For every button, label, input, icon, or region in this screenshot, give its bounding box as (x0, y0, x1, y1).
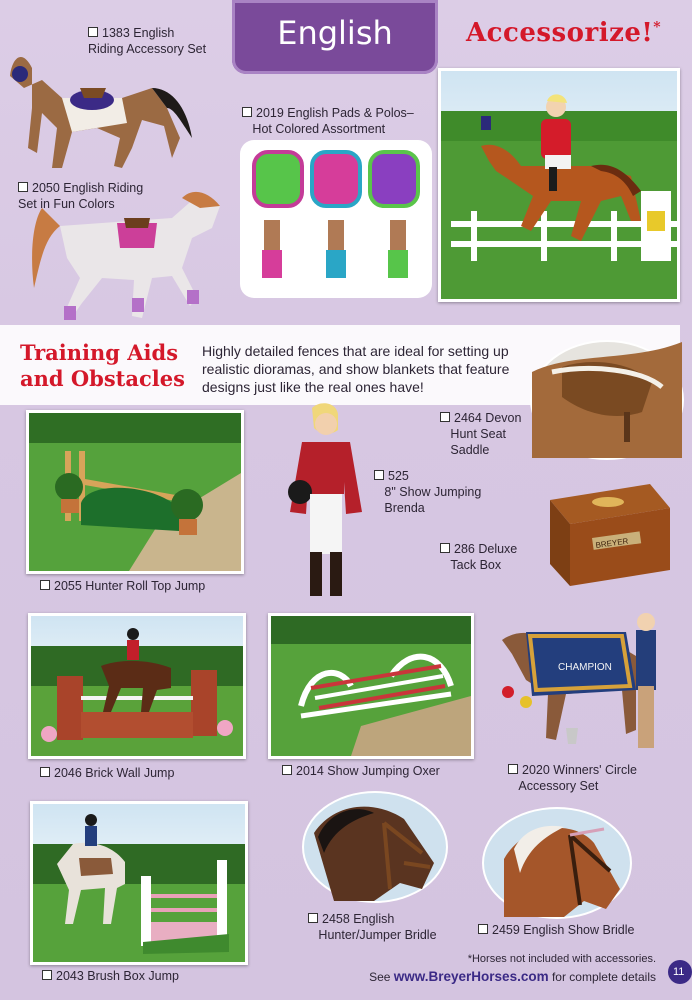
training-description: Highly detailed fences that are ideal for setting up realistic dioramas, and show blankets that feature designs just like the real ones have! (202, 343, 510, 395)
website-link[interactable]: www.BreyerHorses.com (393, 969, 549, 984)
blanket-text: CHAMPION (558, 662, 612, 673)
item-2046-label: 2046 Brick Wall Jump (40, 765, 174, 781)
rider-jump-photo (438, 68, 680, 302)
brenda-doll-image (276, 402, 376, 600)
show-jumping-oxer-photo (268, 613, 474, 759)
item-286-label: 286 Deluxe Tack Box (440, 541, 517, 573)
item-525-label: 525 8" Show Jumping Brenda (374, 468, 481, 516)
item-2050-label: 2050 English Riding Set in Fun Colors (18, 181, 144, 211)
roll-top-jump-photo (26, 410, 244, 574)
item-2043-label: 2043 Brush Box Jump (42, 968, 179, 984)
winners-circle-image (496, 610, 680, 758)
pads-polos-panel (240, 140, 432, 298)
item-2020-label: 2020 Winners' Circle Accessory Set (508, 762, 637, 794)
footer-note: *Horses not included with accessories. (467, 953, 656, 965)
accessorize-heading: Accessorize!* (466, 18, 662, 48)
item-1383-label: 1383 English Riding Accessory Set (88, 26, 207, 56)
brick-wall-jump-photo (28, 613, 246, 759)
item-2019-label: 2019 English Pads & Polos– Hot Colored Assortment (242, 105, 414, 137)
section-title: English (277, 14, 393, 52)
item-2459-label: 2459 English Show Bridle (478, 922, 634, 938)
item-2055-label: 2055 Hunter Roll Top Jump (40, 578, 205, 594)
tack-box-plate: BREYER (595, 536, 629, 550)
training-heading: Training Aids and Obstacles (20, 340, 185, 391)
saddle-2464-image (530, 340, 684, 460)
footer-url-line: See www.BreyerHorses.com for complete details (369, 969, 656, 984)
bridle-2459-image (482, 807, 632, 919)
page-number: 11 (668, 960, 692, 984)
item-2014-label: 2014 Show Jumping Oxer (282, 763, 440, 779)
bridle-2458-image (302, 791, 448, 903)
tack-box-image (540, 480, 674, 592)
pads-polos-image (240, 140, 432, 298)
brush-box-jump-photo (30, 801, 248, 965)
item-2464-label: 2464 Devon Hunt Seat Saddle (440, 410, 521, 458)
item-2458-label: 2458 English Hunter/Jumper Bridle (308, 911, 437, 943)
